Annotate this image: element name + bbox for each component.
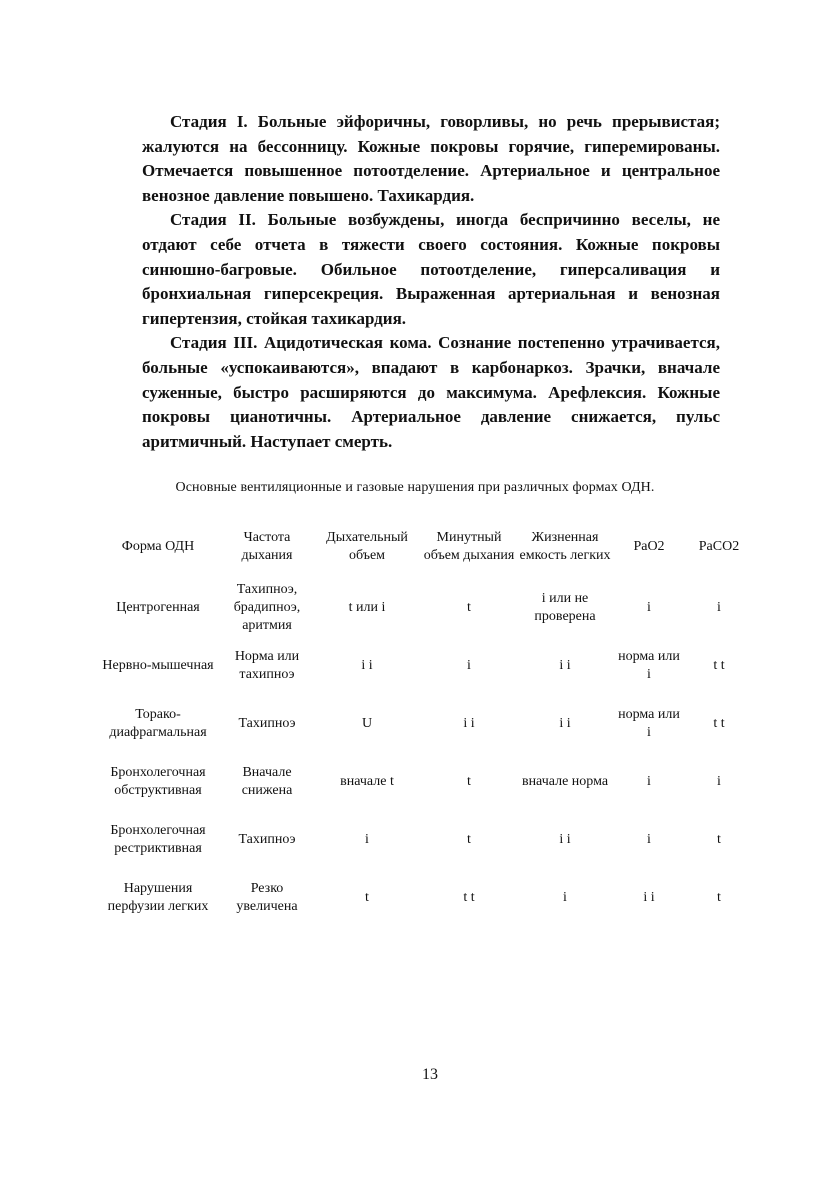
cell-paco2: i xyxy=(717,600,721,615)
cell-vital-capacity: i или не проверена xyxy=(534,591,596,624)
cell-tidal-volume: t xyxy=(365,890,369,905)
page-number: 13 xyxy=(422,1066,438,1083)
cell-tidal-volume: i i xyxy=(361,658,373,673)
table-row xyxy=(95,753,753,811)
cell-minute-volume: i xyxy=(467,658,471,673)
paragraph-stage-3: Стадия III. Ацидотическая кома. Сознание постепенно утрачивается, больные «успокаиваются», впадают в карбонаркоз. Зрачки, вначале суженные, быстро расширяются до максимума. Арефлексия. Кожные покровы цианотичны. Артериальное давление снижается, пульс аритмичный. Наступает смерть. xyxy=(142,333,720,451)
cell-pao2: i xyxy=(647,774,651,789)
header-pao2: PaO2 xyxy=(633,539,665,554)
table-row xyxy=(95,579,753,637)
cell-vital-capacity: i i xyxy=(559,832,571,847)
cell-tidal-volume: вначале t xyxy=(340,774,394,789)
cell-breathing-rate: Резко увеличена xyxy=(236,881,298,914)
table-row xyxy=(95,637,753,695)
cell-tidal-volume: U xyxy=(361,716,373,731)
paragraph-stage-1: Стадия I. Больные эйфоричны, говорливы, но речь прерывистая; жалуются на бессонницу. Кожные покровы горячие, гиперемированы. Отмечается повышенное потоотделение. Артериальное и центральное венозное давление повышено. Тахикардия. xyxy=(142,112,720,205)
header-breathing-rate: Частота дыхания xyxy=(241,530,293,563)
header-tidal-volume: Дыхательный объем xyxy=(326,530,408,563)
body-text xyxy=(142,110,720,454)
cell-form: Нарушения перфузии легких xyxy=(107,881,209,914)
header-form: Форма ОДН xyxy=(121,539,195,554)
odn-table xyxy=(95,515,753,927)
table-row xyxy=(95,695,753,753)
table-row xyxy=(95,869,753,927)
cell-paco2: i xyxy=(717,774,721,789)
cell-breathing-rate: Вначале снижена xyxy=(241,765,293,798)
paragraph-stage-2: Стадия II. Больные возбуждены, иногда беспричинно веселы, не отдают себе отчета в тяжести своего состояния. Кожные покровы синюшно-багровые. Обильное потоотделение, гиперсаливация и бронхиальная гиперсекреция. Выраженная артериальная и венозная гипертензия, стойкая тахикардия. xyxy=(142,210,720,328)
header-vital-capacity: Жизненная емкость легких xyxy=(519,530,611,563)
table-caption: Основные вентиляционные и газовые нарушения при различных формах ОДН. xyxy=(175,480,655,495)
cell-minute-volume: t xyxy=(467,600,471,615)
cell-breathing-rate: Норма или тахипноэ xyxy=(234,649,300,682)
cell-vital-capacity: i xyxy=(563,890,567,905)
cell-breathing-rate: Тахипноэ, брадипноэ, аритмия xyxy=(233,582,301,633)
cell-minute-volume: t xyxy=(467,774,471,789)
cell-paco2: t t xyxy=(713,658,725,673)
cell-breathing-rate: Тахипноэ xyxy=(238,832,296,847)
cell-minute-volume: t xyxy=(467,832,471,847)
cell-form: Нервно-мышечная xyxy=(102,658,214,673)
cell-pao2: i xyxy=(647,832,651,847)
header-paco2: PaCO2 xyxy=(698,539,740,554)
cell-breathing-rate: Тахипноэ xyxy=(238,716,296,731)
cell-paco2: t xyxy=(717,832,721,847)
cell-form: Бронхолегочная обструктивная xyxy=(110,765,206,798)
cell-pao2: i i xyxy=(643,890,655,905)
table-header-row xyxy=(95,515,753,579)
cell-paco2: t xyxy=(717,890,721,905)
cell-form: Центрогенная xyxy=(116,600,200,615)
cell-pao2: норма или i xyxy=(618,707,680,740)
cell-pao2: i xyxy=(647,600,651,615)
cell-vital-capacity: i i xyxy=(559,716,571,731)
cell-vital-capacity: i i xyxy=(559,658,571,673)
cell-minute-volume: t t xyxy=(463,890,475,905)
cell-form: Бронхолегочная рестриктивная xyxy=(110,823,206,856)
table-row xyxy=(95,811,753,869)
cell-vital-capacity: вначале норма xyxy=(521,774,609,789)
cell-minute-volume: i i xyxy=(463,716,475,731)
cell-tidal-volume: t или i xyxy=(348,600,386,615)
header-minute-volume: Минутный объем дыхания xyxy=(423,530,515,563)
cell-form: Торако-диафрагмальная xyxy=(109,707,207,740)
cell-paco2: t t xyxy=(713,716,725,731)
cell-tidal-volume: i xyxy=(365,832,369,847)
cell-pao2: норма или i xyxy=(618,649,680,682)
